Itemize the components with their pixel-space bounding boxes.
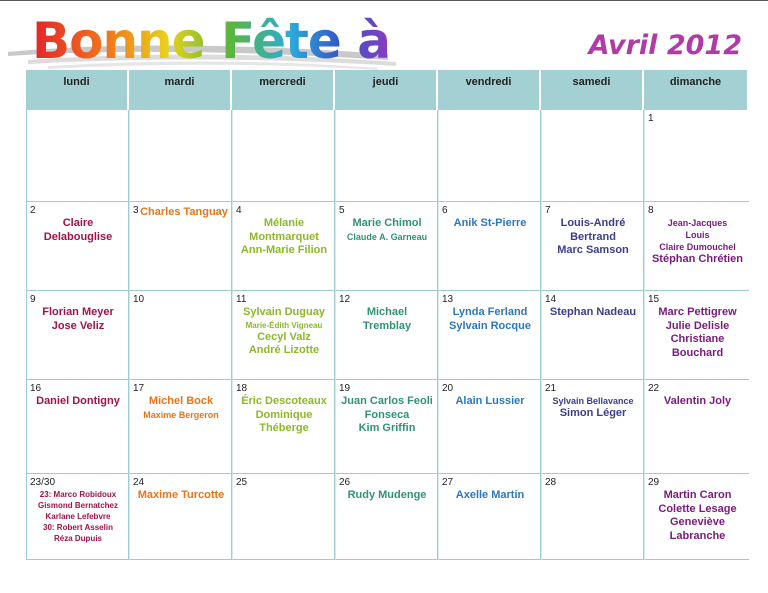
day-number: 27 (442, 477, 454, 488)
day-cell-23-30 (26, 474, 129, 560)
day-cell-5 (335, 202, 438, 291)
name-entry: Jose Veliz (51, 319, 105, 332)
name-entry: Sylvain Rocque (449, 319, 531, 332)
day-number: 17 (133, 383, 145, 394)
name-entry: Sylvain Bellavance (552, 396, 634, 406)
name-entry: Marie-Édith Vigneau (245, 320, 323, 330)
weekday-header-dimanche: dimanche (644, 70, 749, 110)
name-entry: Maxime Turcotte (137, 489, 225, 501)
name-entry: Marc Pettigrew (658, 306, 737, 318)
day-cell-28 (541, 474, 644, 560)
name-entry: Louis-André (560, 217, 626, 229)
day-cell-10 (129, 291, 232, 380)
day-number: 25 (236, 477, 248, 488)
name-entry: Rudy Mudenge (347, 489, 427, 501)
name-entry: Tremblay (362, 319, 412, 332)
day-cell-6 (438, 202, 541, 291)
day-number: 5 (339, 205, 345, 216)
day-cell-3 (129, 202, 232, 291)
day-number: 19 (339, 383, 351, 394)
name-entry: Claire Dumouchel (659, 242, 736, 252)
name-entry: Florian Meyer (42, 306, 114, 318)
weekday-header-lundi: lundi (26, 70, 129, 110)
day-cell-1 (644, 110, 749, 202)
name-entry: Valentin Joly (663, 395, 732, 407)
day-cell-11 (232, 291, 335, 380)
name-entry: Gismond Bernatchez (37, 501, 118, 510)
day-cell-9 (26, 291, 129, 380)
calendar-grid (26, 70, 749, 566)
day-cell-empty (335, 110, 438, 202)
month-title: Avril 2012 (588, 30, 742, 61)
title-banner (8, 10, 398, 72)
name-entry: Stéphan Chrétien (651, 253, 744, 265)
name-entry: Martin Caron (663, 489, 732, 501)
name-entry: Lynda Ferland (452, 306, 528, 318)
name-entry: Michel Bock (148, 395, 214, 407)
day-cell-19 (335, 380, 438, 474)
day-cell-2 (26, 202, 129, 291)
day-number: 4 (236, 205, 242, 216)
weekday-header-vendredi: vendredi (438, 70, 541, 110)
name-entry: 30: Robert Asselin (43, 523, 113, 532)
name-entry: 23: Marco Robidoux (39, 490, 117, 499)
day-number: 8 (648, 205, 654, 216)
day-number: 24 (133, 477, 145, 488)
day-number: 26 (339, 477, 351, 488)
name-entry: Bertrand (570, 230, 616, 243)
day-cell-21 (541, 380, 644, 474)
name-entry: Louis (685, 230, 710, 240)
day-cell-22 (644, 380, 749, 474)
name-entry: Geneviève (669, 516, 726, 528)
weekday-header-mercredi: mercredi (232, 70, 335, 110)
name-entry: Stephan Nadeau (549, 306, 637, 318)
day-cell-empty (438, 110, 541, 202)
day-number: 9 (30, 294, 36, 305)
name-entry: Julie Delisle (665, 319, 730, 332)
day-number: 16 (30, 383, 42, 394)
day-number: 22 (648, 383, 660, 394)
day-cell-15 (644, 291, 749, 380)
day-number: 15 (648, 294, 660, 305)
name-entry: Éric Descoteaux (241, 395, 327, 407)
day-number: 12 (339, 294, 351, 305)
day-cell-13 (438, 291, 541, 380)
day-number: 21 (545, 383, 557, 394)
day-number: 13 (442, 294, 454, 305)
name-entry: Maxime Bergeron (143, 409, 219, 420)
name-entry: Claude A. Garneau (346, 231, 428, 242)
day-cell-24 (129, 474, 232, 560)
day-cell-empty (541, 110, 644, 202)
name-entry: Cecyl Valz (257, 330, 311, 343)
weekday-header-jeudi: jeudi (335, 70, 438, 110)
day-cell-8 (644, 202, 749, 291)
name-entry: Charles Tanguay (140, 206, 228, 218)
name-entry: Sylvain Duguay (243, 306, 325, 318)
name-entry: Axelle Martin (455, 489, 525, 501)
day-cell-empty (26, 110, 129, 202)
name-entry: Montmarquet (249, 230, 319, 243)
name-entry: Marc Samson (557, 244, 629, 256)
name-entry: Michael (366, 306, 408, 318)
day-number: 20 (442, 383, 454, 394)
name-entry: Juan Carlos Feoli (341, 395, 433, 407)
day-cell-26 (335, 474, 438, 560)
name-entry: Anik St-Pierre (453, 217, 527, 229)
name-entry: Dominique (255, 408, 313, 421)
day-number: 14 (545, 294, 557, 305)
top-border-line (0, 0, 768, 1)
day-cell-25 (232, 474, 335, 560)
day-cell-4 (232, 202, 335, 291)
day-cell-empty (232, 110, 335, 202)
name-entry: Mélanie (263, 217, 305, 229)
name-entry: Marie Chimol (352, 217, 422, 229)
name-entry: Karlane Lefebvre (45, 512, 111, 521)
name-entry: Labranche (669, 529, 726, 542)
day-cell-29 (644, 474, 749, 560)
name-entry: Jean-Jacques (667, 218, 728, 228)
day-cell-empty (129, 110, 232, 202)
day-number: 7 (545, 205, 551, 216)
day-number: 6 (442, 205, 448, 216)
name-entry: Kim Griffin (358, 422, 416, 434)
name-entry: Colette Lesage (658, 502, 737, 515)
day-number: 3 (133, 205, 139, 216)
name-entry: André Lizotte (248, 344, 320, 356)
name-entry: Daniel Dontigny (36, 395, 120, 407)
day-cell-7 (541, 202, 644, 291)
day-cell-17 (129, 380, 232, 474)
name-entry: Réza Dupuis (53, 534, 102, 543)
name-entry: Alain Lussier (455, 395, 525, 407)
day-cell-14 (541, 291, 644, 380)
day-cell-16 (26, 380, 129, 474)
weekday-header-samedi: samedi (541, 70, 644, 110)
name-entry: Delabouglise (43, 230, 113, 243)
day-cell-18 (232, 380, 335, 474)
day-number: 1 (648, 113, 654, 124)
day-cell-12 (335, 291, 438, 380)
weekday-header-mardi: mardi (129, 70, 232, 110)
day-number: 11 (236, 294, 247, 305)
name-entry: Christiane (670, 333, 725, 345)
day-number: 10 (133, 294, 145, 305)
day-number: 18 (236, 383, 248, 394)
day-cell-20 (438, 380, 541, 474)
name-entry: Ann-Marie Filion (240, 244, 328, 256)
name-entry: Fonseca (364, 408, 410, 421)
name-entry: Bouchard (671, 346, 724, 359)
name-entry: Claire (62, 217, 94, 229)
name-entry: Simon Léger (559, 407, 627, 419)
day-number: 28 (545, 477, 557, 488)
day-cell-27 (438, 474, 541, 560)
name-entry: Théberge (259, 422, 309, 434)
page-title: Bonne Fête à (32, 12, 390, 70)
day-number: 2 (30, 205, 36, 216)
day-number: 23/30 (30, 477, 56, 488)
day-number: 29 (648, 477, 660, 488)
